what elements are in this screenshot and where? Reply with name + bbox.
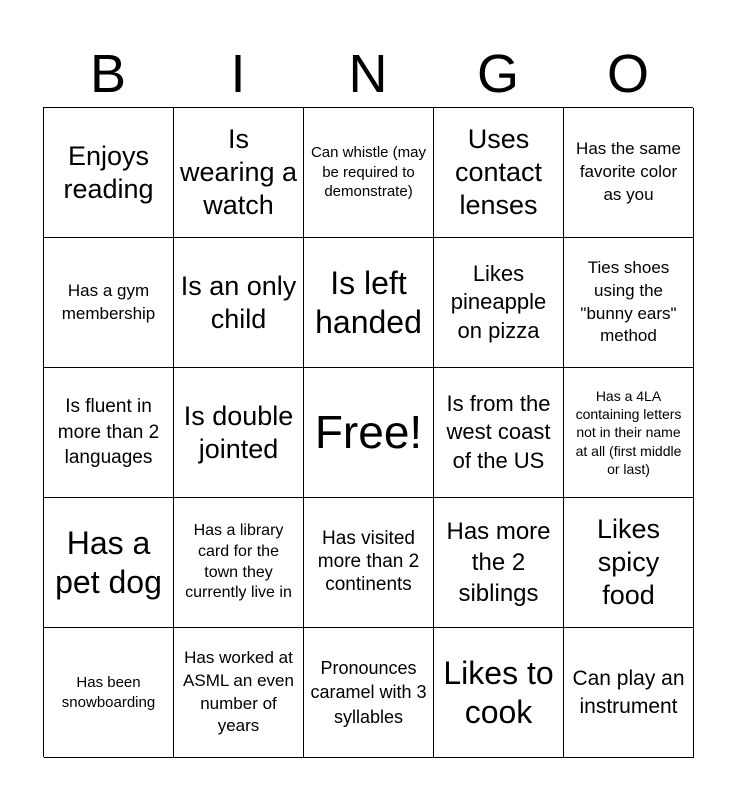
cell-text: Enjoys reading <box>63 140 154 204</box>
bingo-cell-r2-c3[interactable] <box>304 238 434 368</box>
cell-text: Uses contact lenses <box>454 124 543 220</box>
free-space-label: Free! <box>314 406 423 459</box>
bingo-cell-r4-c5[interactable] <box>564 498 694 628</box>
cell-text: Is wearing a watch <box>179 124 298 220</box>
bingo-cell-r1-c4[interactable] <box>434 108 564 238</box>
bingo-cell-r2-c1[interactable] <box>44 238 174 368</box>
bingo-cell-r5-c2[interactable] <box>174 628 304 758</box>
cell-text: Likes spicy food <box>596 514 661 610</box>
cell-text: Is fluent in more than 2 languages <box>57 396 160 469</box>
cell-text: Likes pineapple on pizza <box>450 260 547 343</box>
cell-text: Likes to cook <box>443 655 554 730</box>
cell-text: Is from the west coast of the US <box>446 390 551 473</box>
cell-text: Has more the 2 siblings <box>446 517 551 608</box>
cell-text: Has been snowboarding <box>61 674 156 711</box>
bingo-board <box>43 107 693 757</box>
cell-text: Has a pet dog <box>55 525 162 600</box>
bingo-cell-r2-c5[interactable] <box>564 238 694 368</box>
cell-text: Is left handed <box>315 265 422 340</box>
bingo-cell-free[interactable] <box>304 368 434 498</box>
cell-text: Can play an instrument <box>572 667 685 718</box>
bingo-cell-r2-c4[interactable] <box>434 238 564 368</box>
cell-text: Is double jointed <box>183 400 294 464</box>
cell-text: Pronounces caramel with 3 syllables <box>310 658 427 727</box>
header-letter-n: N <box>348 44 388 104</box>
bingo-cell-r5-c1[interactable] <box>44 628 174 758</box>
bingo-cell-r3-c1[interactable] <box>44 368 174 498</box>
header-letter-o: O <box>606 44 649 104</box>
bingo-cell-r4-c2[interactable] <box>174 498 304 628</box>
cell-text: Is an only child <box>180 270 297 334</box>
cell-text: Has visited more than 2 continents <box>317 528 420 595</box>
bingo-cell-r5-c4[interactable] <box>434 628 564 758</box>
bingo-cell-r5-c5[interactable] <box>564 628 694 758</box>
header-letter-g: G <box>476 44 519 104</box>
bingo-cell-r1-c5[interactable] <box>564 108 694 238</box>
bingo-header <box>43 40 693 108</box>
cell-text: Has worked at ASML an even number of years <box>183 647 294 736</box>
bingo-cell-r2-c2[interactable] <box>174 238 304 368</box>
cell-text: Ties shoes using the "bunny ears" method <box>580 257 677 346</box>
bingo-cell-r3-c4[interactable] <box>434 368 564 498</box>
cell-text: Has a 4LA containing letters not in their name at all (first middle or last) <box>575 388 682 477</box>
bingo-cell-r1-c3[interactable] <box>304 108 434 238</box>
bingo-cell-r3-c2[interactable] <box>174 368 304 498</box>
bingo-cell-r5-c3[interactable] <box>304 628 434 758</box>
cell-text: Has the same favorite color as you <box>576 139 681 204</box>
cell-text: Has a gym membership <box>61 280 156 323</box>
cell-text: Can whistle (may be required to demonstrate) <box>310 144 427 201</box>
header-letter-i: I <box>230 44 246 104</box>
bingo-cell-r1-c2[interactable] <box>174 108 304 238</box>
bingo-cell-r4-c3[interactable] <box>304 498 434 628</box>
bingo-cell-r1-c1[interactable] <box>44 108 174 238</box>
cell-text: Has a library card for the town they currently live in <box>185 521 292 602</box>
bingo-cell-r4-c4[interactable] <box>434 498 564 628</box>
header-letter-b: B <box>89 44 127 104</box>
bingo-cell-r3-c5[interactable] <box>564 368 694 498</box>
bingo-cell-r4-c1[interactable] <box>44 498 174 628</box>
